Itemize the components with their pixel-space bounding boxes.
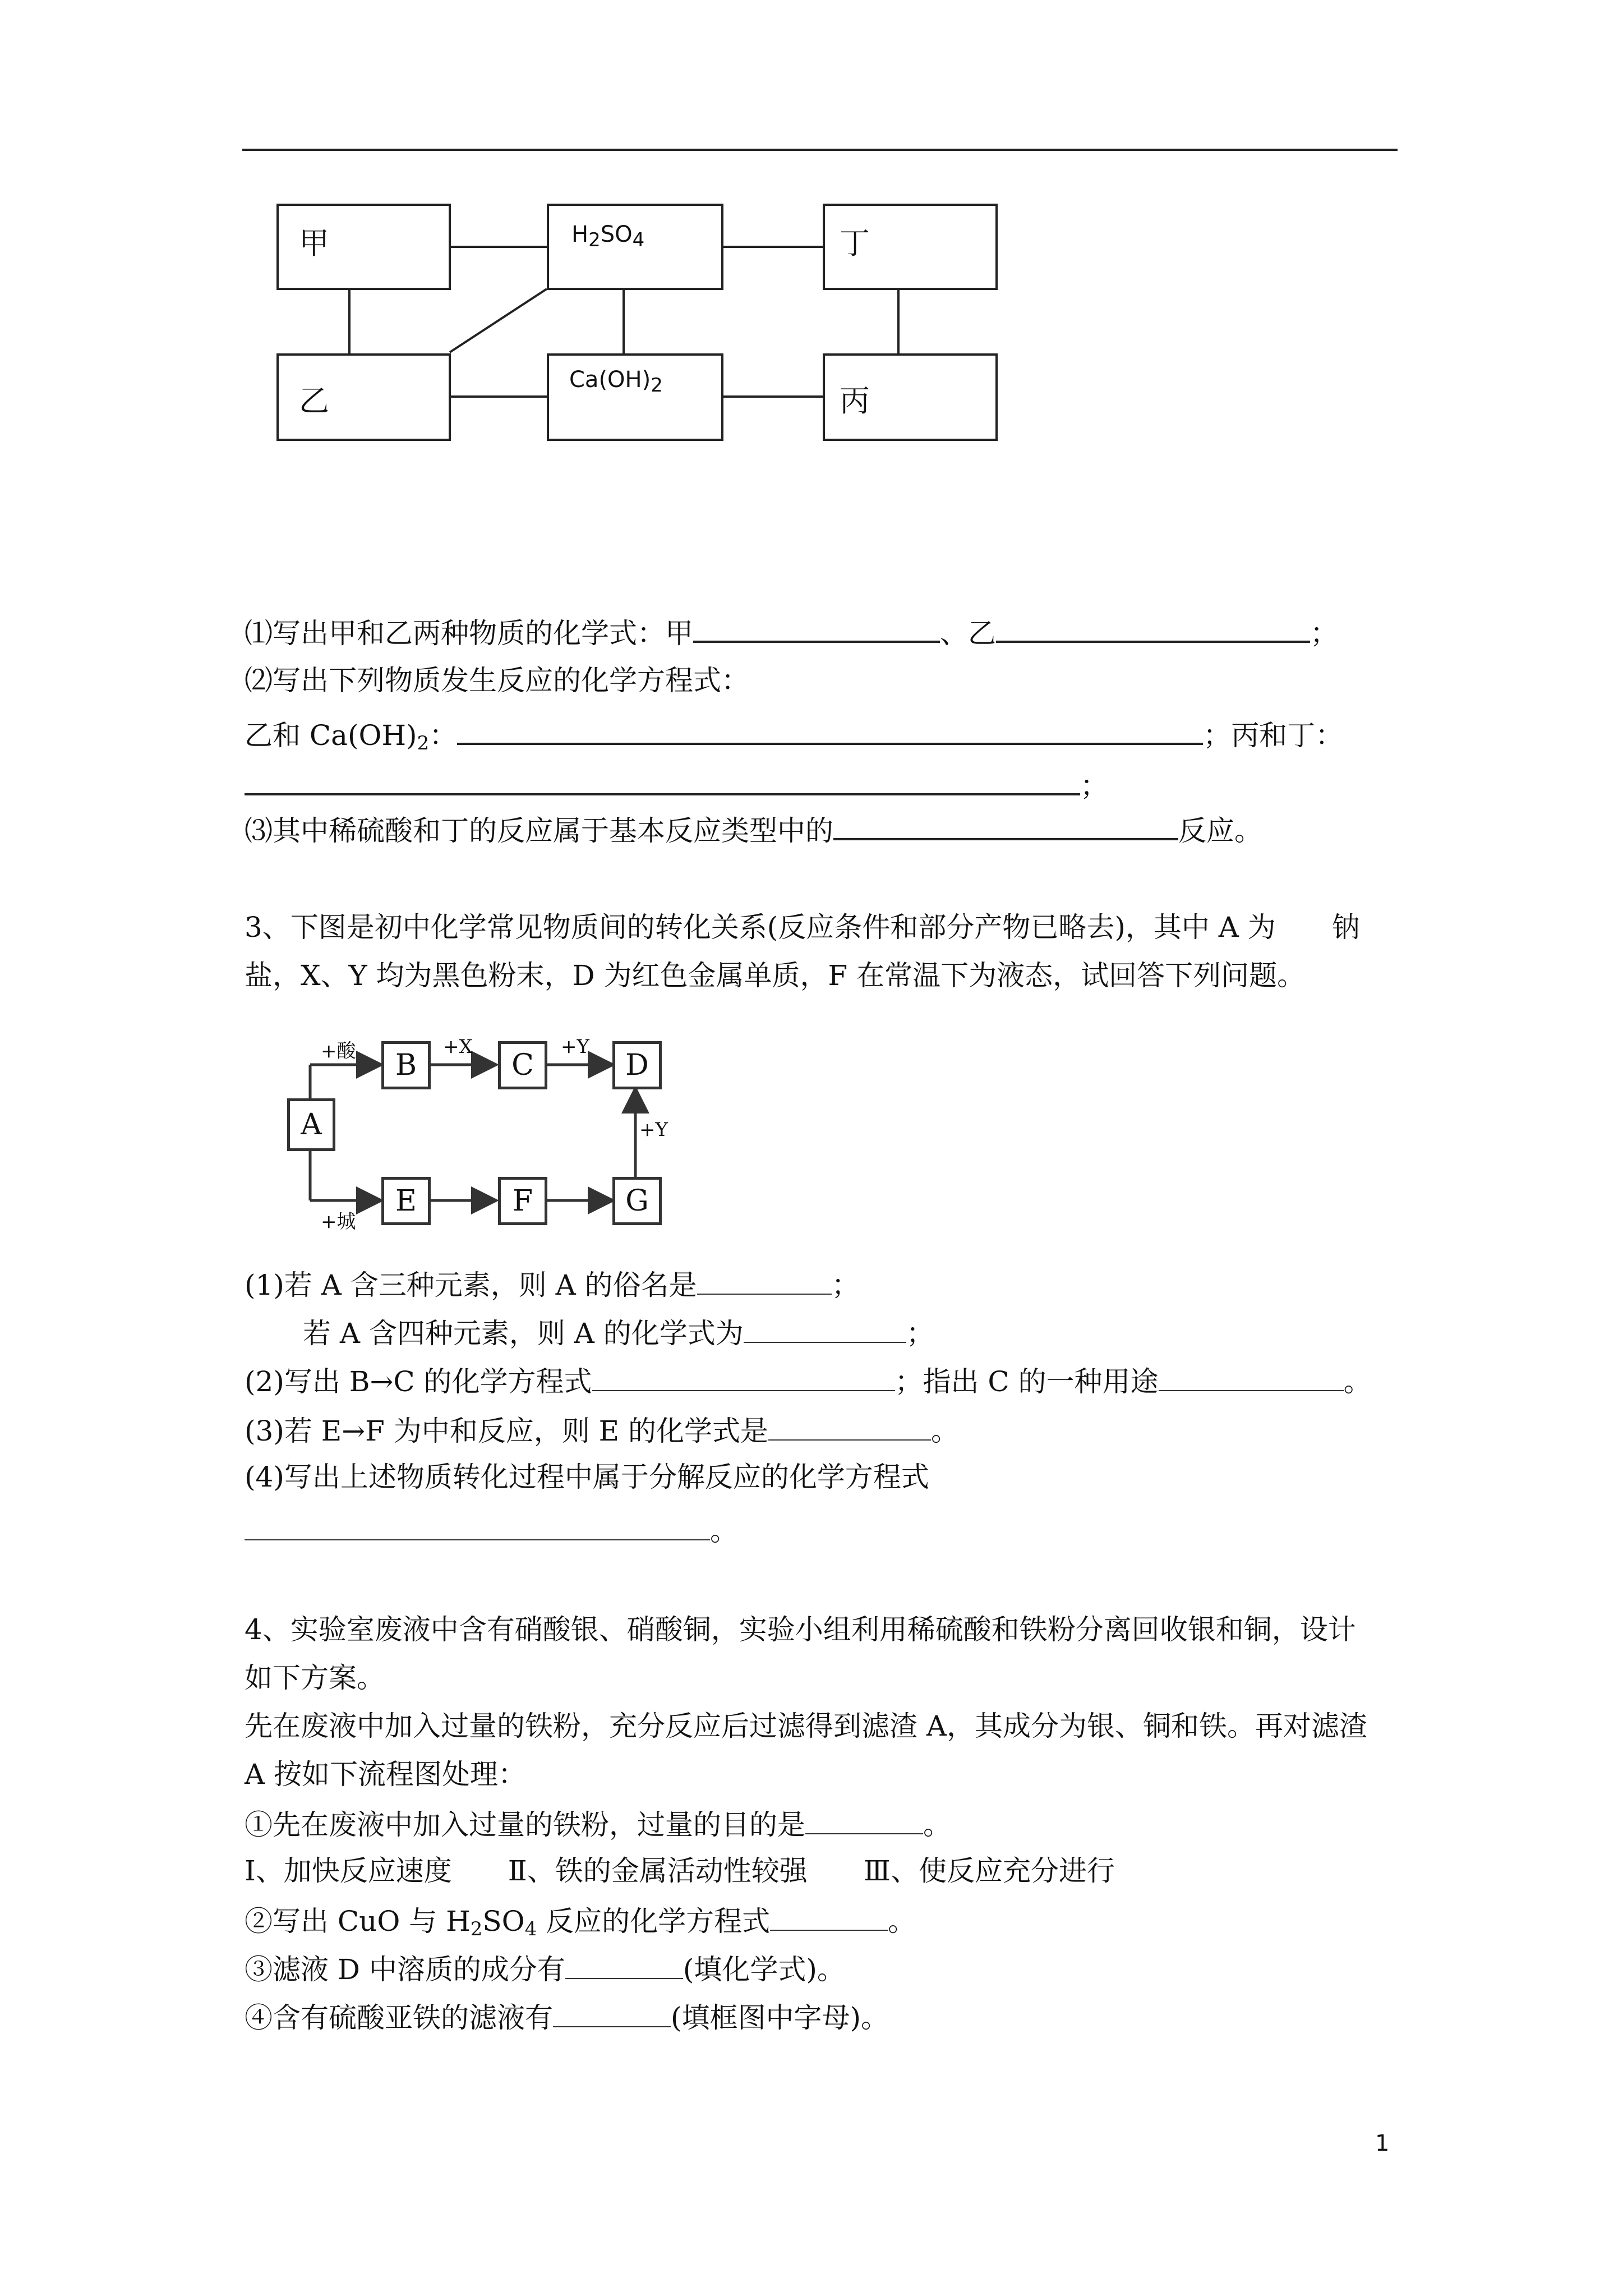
box-bing-label: 丙 xyxy=(840,383,870,418)
q3-sub2: (2)写出 B→C 的化学方程式 ；指出 C 的一种用途 。 xyxy=(245,1365,1372,1398)
node-b: B xyxy=(381,1041,431,1089)
label-base: +城 xyxy=(321,1211,356,1233)
node-g: G xyxy=(612,1177,662,1225)
q4-sub3: ③滤液 D 中溶质的成分有 (填化学式)。 xyxy=(245,1953,845,1986)
node-a: A xyxy=(287,1098,335,1151)
q3-intro-line1: 3、下图是初中化学常见物质间的转化关系(反应条件和部分产物已略去)，其中 A 为 钠 xyxy=(245,911,1360,944)
q2-part4: ； xyxy=(245,769,1108,800)
label-plus-x: +X xyxy=(443,1036,473,1058)
page-number: 1 xyxy=(1375,2131,1390,2156)
q3-sub1b: 若 A 含四种元素，则 A 的化学式为 ； xyxy=(303,1317,934,1350)
q2-part5: ⑶其中稀硫酸和丁的反应属于基本反应类型中的 反应。 xyxy=(245,815,1262,847)
node-c: C xyxy=(498,1041,547,1089)
q2-part1: ⑴写出甲和乙两种物质的化学式：甲 、乙 ； xyxy=(245,617,1338,650)
box-h2so4-formula: $H_2SO_4$ xyxy=(571,222,645,251)
q4-sub2: ②写出 CuO 与 $H_2SO_4$ 反应的化学方程式 。 xyxy=(245,1905,916,1940)
q2-part3: 乙和 $Ca(OH)_2$： ；丙和丁： xyxy=(245,719,1344,754)
q3-sub4: (4)写出上述物质转化过程中属于分解反应的化学方程式 xyxy=(245,1461,929,1493)
q3-sub3: (3)若 E→F 为中和反应，则 E 的化学式是 。 xyxy=(245,1415,959,1447)
label-plus-y-right: +Y xyxy=(639,1119,668,1141)
q4-sub4: ④含有硫酸亚铁的滤液有 (填框图中字母)。 xyxy=(245,2001,889,2034)
q3-sub4-answer: 。 xyxy=(245,1515,738,1545)
q4-intro-line3: 先在废液中加入过量的铁粉，充分反应后过滤得到滤渣 A，其成分为银、铜和铁。再对滤渣 xyxy=(245,1710,1368,1742)
box-ding-label: 丁 xyxy=(840,226,870,261)
node-f: F xyxy=(498,1177,547,1225)
label-plus-y-top: +Y xyxy=(561,1036,589,1058)
q3-sub1: (1)若 A 含三种元素，则 A 的俗名是 ； xyxy=(245,1269,860,1301)
label-acid: +酸 xyxy=(321,1040,356,1062)
q3-intro-line2: 盐，X、Y 均为黑色粉末，D 为红色金属单质，F 在常温下为液态，试回答下列问题。 xyxy=(245,959,1306,992)
box-yi-label: 乙 xyxy=(299,383,329,418)
node-e: E xyxy=(381,1177,431,1225)
box-caoh2-formula: $Ca(OH)_2$ xyxy=(569,367,663,397)
q2-part2: ⑵写出下列物质发生反应的化学方程式： xyxy=(245,664,749,697)
q4-intro-line1: 4、实验室废液中含有硝酸银、硝酸铜，实验小组利用稀硫酸和铁粉分离回收银和铜，设计 xyxy=(245,1613,1356,1646)
box-jia-label: 甲 xyxy=(299,226,329,261)
q4-intro-line4: A 按如下流程图处理： xyxy=(245,1758,527,1791)
node-d: D xyxy=(612,1041,662,1089)
q4-sub1: ①先在废液中加入过量的铁粉，过量的目的是 。 xyxy=(245,1809,951,1841)
q4-intro-line2: 如下方案。 xyxy=(245,1662,385,1694)
q4-options: Ⅰ、加快反应速度 Ⅱ、铁的金属活动性较强 Ⅲ、使反应充分进行 xyxy=(245,1855,1115,1887)
